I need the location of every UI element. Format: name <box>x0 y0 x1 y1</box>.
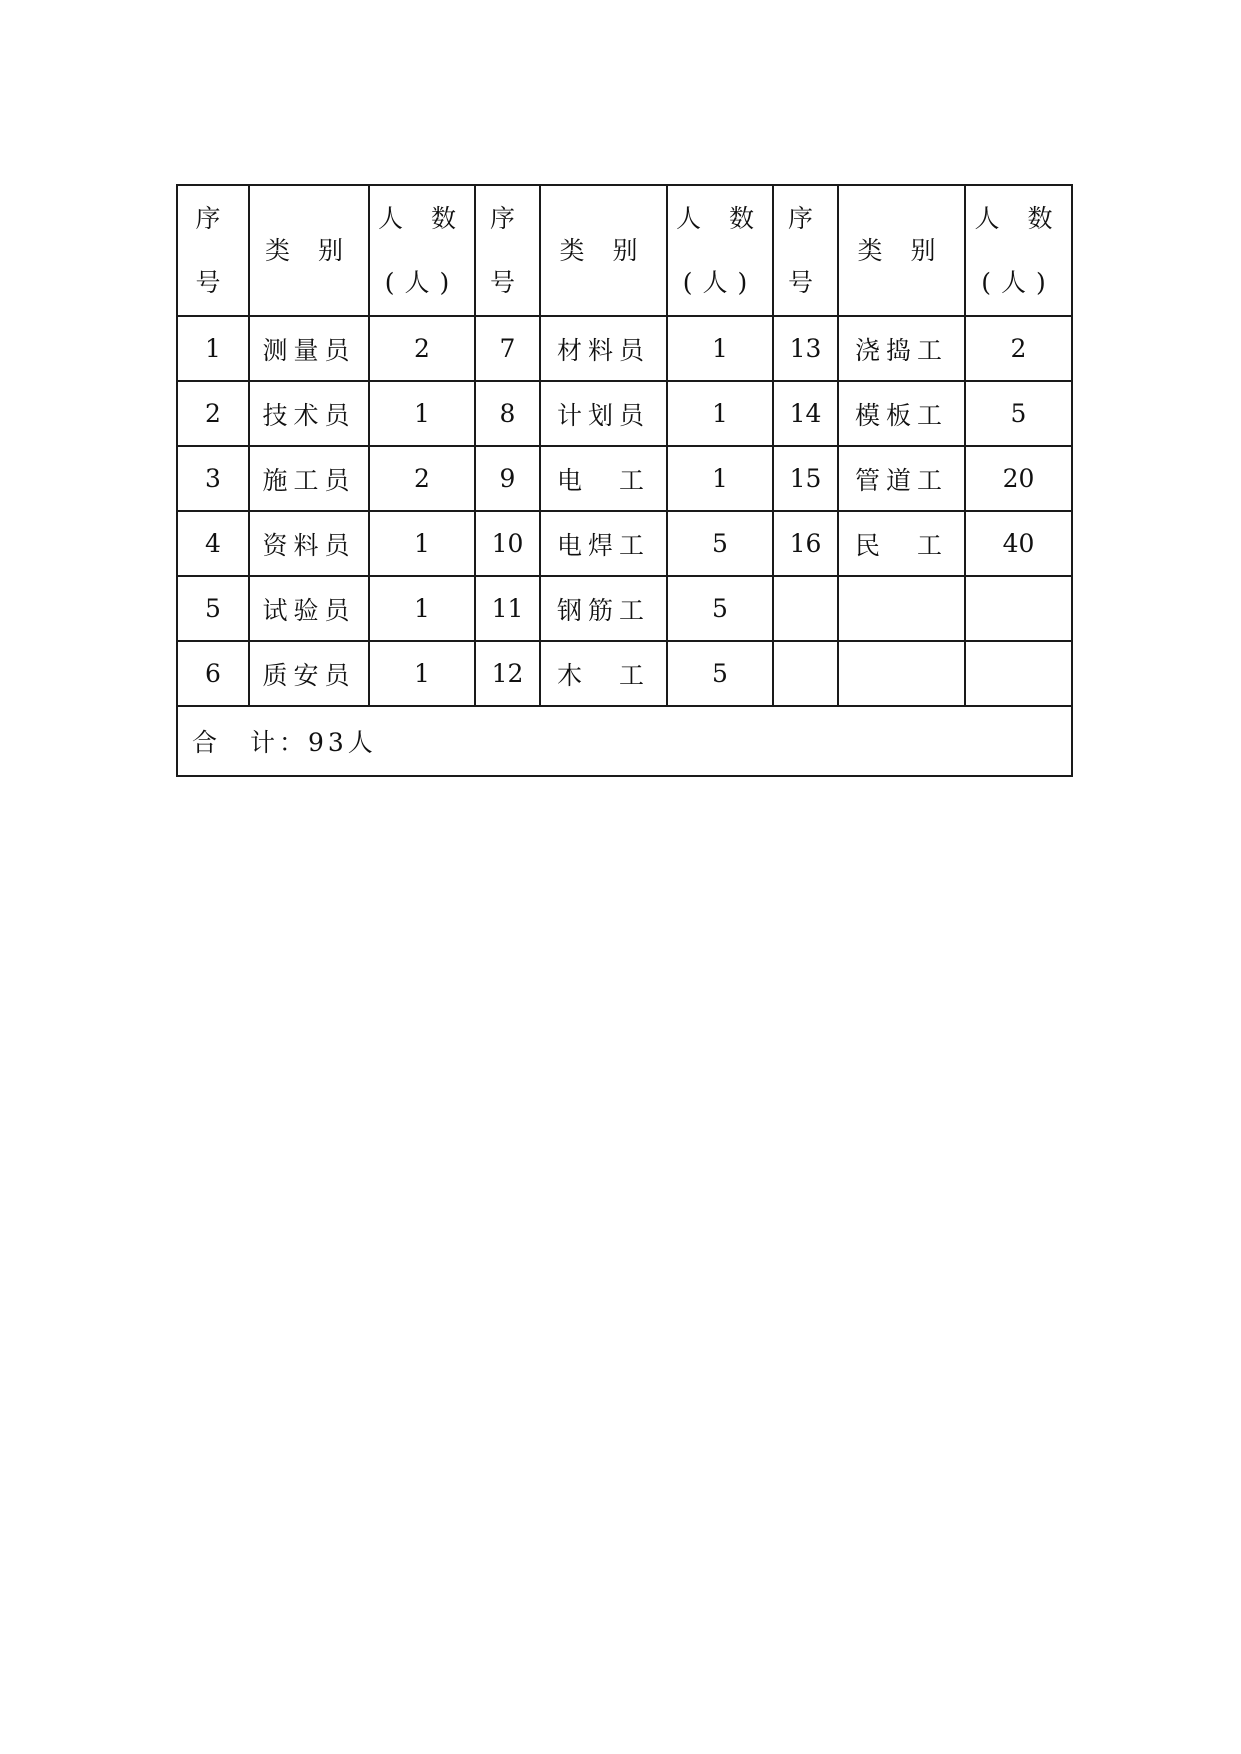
header-category: 类 别 <box>249 185 369 316</box>
seq-cell: 3 <box>177 446 249 511</box>
seq-cell: 8 <box>475 381 540 446</box>
seq-cell: 4 <box>177 511 249 576</box>
header-count-line1: 人 数 <box>378 203 466 233</box>
count-cell: 1 <box>667 446 773 511</box>
seq-cell: 1 <box>177 316 249 381</box>
header-count-line2: (人) <box>384 267 460 297</box>
count-cell: 2 <box>965 316 1072 381</box>
table-row <box>177 511 1072 576</box>
header-count <box>667 185 773 316</box>
table-row <box>177 381 1072 446</box>
count-cell: 1 <box>667 381 773 446</box>
seq-cell: 15 <box>773 446 838 511</box>
seq-cell: 5 <box>177 576 249 641</box>
count-cell: 20 <box>965 446 1072 511</box>
category-cell: 电 工 <box>540 446 667 511</box>
category-cell: 木 工 <box>540 641 667 706</box>
count-cell: 1 <box>369 576 475 641</box>
table-row <box>177 576 1072 641</box>
category-cell: 测量员 <box>249 316 369 381</box>
count-cell: 5 <box>667 511 773 576</box>
header-count <box>369 185 475 316</box>
seq-cell <box>773 576 838 641</box>
count-cell: 1 <box>369 381 475 446</box>
staff-count-table <box>176 184 1073 777</box>
count-cell: 40 <box>965 511 1072 576</box>
category-cell: 材料员 <box>540 316 667 381</box>
seq-cell: 16 <box>773 511 838 576</box>
table-row <box>177 641 1072 706</box>
header-count <box>965 185 1072 316</box>
count-cell: 5 <box>667 641 773 706</box>
table-row <box>177 446 1072 511</box>
header-seq-line2: 号 <box>489 267 525 297</box>
seq-cell: 7 <box>475 316 540 381</box>
header-count-line2: (人) <box>682 267 758 297</box>
seq-cell: 10 <box>475 511 540 576</box>
header-count-line2: (人) <box>981 267 1056 297</box>
seq-cell: 2 <box>177 381 249 446</box>
header-seq-line1: 序 <box>787 203 823 233</box>
category-cell: 管道工 <box>838 446 965 511</box>
category-cell: 质安员 <box>249 641 369 706</box>
header-category: 类 别 <box>540 185 667 316</box>
category-cell <box>838 641 965 706</box>
total-row <box>177 706 1072 776</box>
count-cell: 1 <box>369 511 475 576</box>
count-cell: 2 <box>369 316 475 381</box>
header-count-line1: 人 数 <box>676 203 764 233</box>
count-cell <box>965 576 1072 641</box>
count-cell: 2 <box>369 446 475 511</box>
seq-cell <box>773 641 838 706</box>
count-cell: 5 <box>667 576 773 641</box>
seq-cell: 14 <box>773 381 838 446</box>
count-cell: 1 <box>369 641 475 706</box>
seq-cell: 11 <box>475 576 540 641</box>
count-cell <box>965 641 1072 706</box>
header-seq-line1: 序 <box>195 203 231 233</box>
category-cell: 施工员 <box>249 446 369 511</box>
header-category: 类 别 <box>838 185 965 316</box>
category-cell <box>838 576 965 641</box>
category-cell: 计划员 <box>540 381 667 446</box>
category-cell: 技术员 <box>249 381 369 446</box>
header-seq <box>177 185 249 316</box>
category-cell: 试验员 <box>249 576 369 641</box>
header-seq-line2: 号 <box>787 267 823 297</box>
table-row <box>177 316 1072 381</box>
category-cell: 模板工 <box>838 381 965 446</box>
header-seq <box>773 185 838 316</box>
total-summary: 合 计：93人 <box>177 706 1072 776</box>
header-seq-line2: 号 <box>195 267 231 297</box>
count-cell: 5 <box>965 381 1072 446</box>
seq-cell: 6 <box>177 641 249 706</box>
header-row <box>177 185 1072 316</box>
count-cell: 1 <box>667 316 773 381</box>
seq-cell: 9 <box>475 446 540 511</box>
category-cell: 电焊工 <box>540 511 667 576</box>
seq-cell: 12 <box>475 641 540 706</box>
header-count-line1: 人 数 <box>974 203 1063 233</box>
header-seq <box>475 185 540 316</box>
category-cell: 浇捣工 <box>838 316 965 381</box>
header-seq-line1: 序 <box>489 203 525 233</box>
category-cell: 资料员 <box>249 511 369 576</box>
category-cell: 民 工 <box>838 511 965 576</box>
category-cell: 钢筋工 <box>540 576 667 641</box>
seq-cell: 13 <box>773 316 838 381</box>
